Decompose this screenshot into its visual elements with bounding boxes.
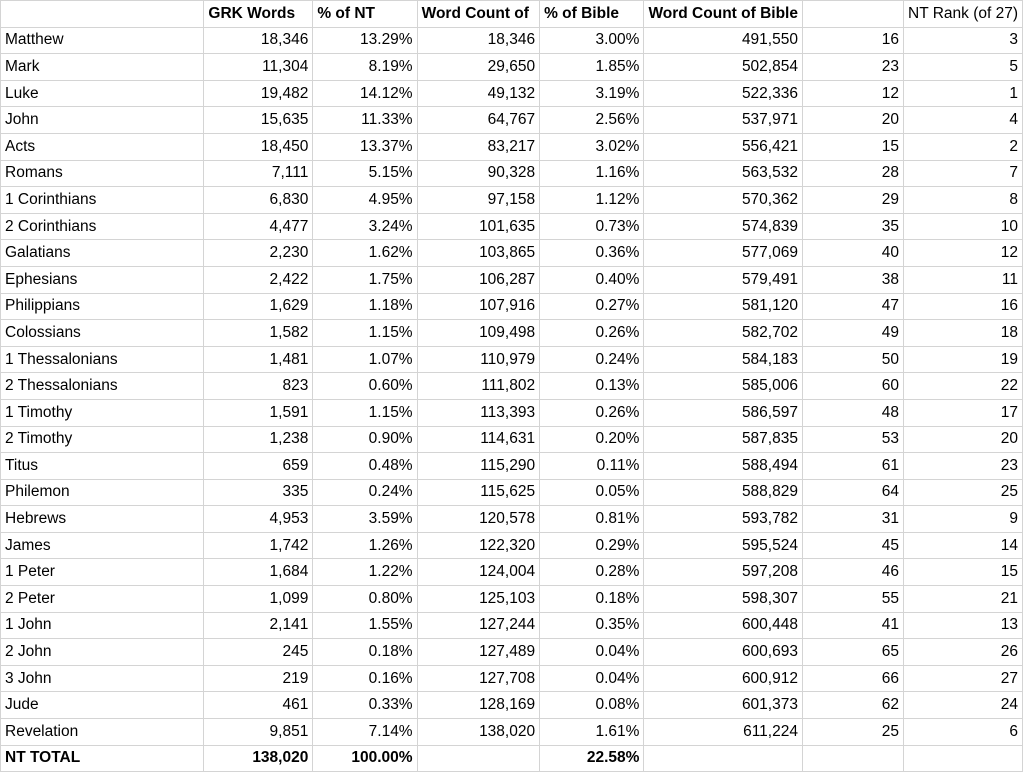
- book-cell[interactable]: Hebrews: [1, 506, 204, 533]
- pct-nt-cell[interactable]: 1.15%: [313, 320, 417, 347]
- table-row: [1, 719, 1023, 746]
- word-count-bible-cell[interactable]: 600,912: [644, 665, 803, 692]
- book-cell[interactable]: 2 Corinthians: [1, 213, 204, 240]
- table-row: [1, 27, 1023, 54]
- word-count-cell[interactable]: 106,287: [417, 266, 540, 293]
- pct-nt-cell[interactable]: 0.18%: [313, 639, 417, 666]
- word-count-cell[interactable]: 125,103: [417, 586, 540, 613]
- table-row: [1, 80, 1023, 107]
- total-grk-words-cell[interactable]: 138,020: [204, 745, 313, 772]
- pct-bible-cell[interactable]: 0.20%: [540, 426, 644, 453]
- table-row: [1, 586, 1023, 613]
- nt-rank-cell[interactable]: 4: [903, 107, 1022, 134]
- word-count-bible-cell[interactable]: 595,524: [644, 532, 803, 559]
- grk-words-cell[interactable]: 15,635: [204, 107, 313, 134]
- word-count-bible-cell[interactable]: 584,183: [644, 346, 803, 373]
- word-count-bible-cell[interactable]: 586,597: [644, 399, 803, 426]
- grk-words-cell[interactable]: 18,450: [204, 133, 313, 160]
- pct-nt-cell[interactable]: 3.24%: [313, 213, 417, 240]
- grk-words-cell[interactable]: 461: [204, 692, 313, 719]
- nt-rank-cell[interactable]: 8: [903, 187, 1022, 214]
- pct-bible-cell[interactable]: 0.36%: [540, 240, 644, 267]
- book-cell[interactable]: Matthew: [1, 27, 204, 54]
- header-cell-word-count[interactable]: Word Count of: [417, 1, 540, 28]
- word-count-cell[interactable]: 138,020: [417, 719, 540, 746]
- bible-rank-cell[interactable]: 53: [802, 426, 903, 453]
- nt-rank-cell[interactable]: 22: [903, 373, 1022, 400]
- bible-rank-cell[interactable]: 55: [802, 586, 903, 613]
- pct-nt-cell[interactable]: 0.90%: [313, 426, 417, 453]
- table-row: [1, 426, 1023, 453]
- word-count-bible-cell[interactable]: 574,839: [644, 213, 803, 240]
- pct-bible-cell[interactable]: 0.08%: [540, 692, 644, 719]
- header-cell-pct-bible[interactable]: % of Bible: [540, 1, 644, 28]
- book-cell[interactable]: James: [1, 532, 204, 559]
- pct-nt-cell[interactable]: 0.33%: [313, 692, 417, 719]
- word-count-cell[interactable]: 115,290: [417, 453, 540, 480]
- header-cell-word-count-bible[interactable]: Word Count of Bible: [644, 1, 803, 28]
- pct-nt-cell[interactable]: 1.18%: [313, 293, 417, 320]
- header-cell-nt-rank[interactable]: NT Rank (of 27): [903, 1, 1022, 28]
- table-row: [1, 373, 1023, 400]
- word-count-bible-cell[interactable]: 502,854: [644, 54, 803, 81]
- bible-rank-cell[interactable]: 20: [802, 107, 903, 134]
- nt-rank-cell[interactable]: 24: [903, 692, 1022, 719]
- grk-words-cell[interactable]: 1,591: [204, 399, 313, 426]
- word-count-cell[interactable]: 128,169: [417, 692, 540, 719]
- nt-rank-cell[interactable]: 14: [903, 532, 1022, 559]
- bible-rank-cell[interactable]: 28: [802, 160, 903, 187]
- table-row: [1, 506, 1023, 533]
- bible-rank-cell[interactable]: 66: [802, 665, 903, 692]
- table-row: [1, 187, 1023, 214]
- pct-nt-cell[interactable]: 13.37%: [313, 133, 417, 160]
- pct-bible-cell[interactable]: 0.27%: [540, 293, 644, 320]
- nt-rank-cell[interactable]: 27: [903, 665, 1022, 692]
- pct-nt-cell[interactable]: 3.59%: [313, 506, 417, 533]
- word-count-cell[interactable]: 18,346: [417, 27, 540, 54]
- book-cell[interactable]: Titus: [1, 453, 204, 480]
- word-count-bible-cell[interactable]: 522,336: [644, 80, 803, 107]
- word-count-cell[interactable]: 97,158: [417, 187, 540, 214]
- bible-rank-cell[interactable]: 65: [802, 639, 903, 666]
- book-cell[interactable]: 2 Timothy: [1, 426, 204, 453]
- bible-rank-cell[interactable]: 23: [802, 54, 903, 81]
- pct-bible-cell[interactable]: 0.26%: [540, 320, 644, 347]
- word-count-bible-cell[interactable]: 491,550: [644, 27, 803, 54]
- pct-nt-cell[interactable]: 0.80%: [313, 586, 417, 613]
- pct-bible-cell[interactable]: 0.28%: [540, 559, 644, 586]
- word-count-cell[interactable]: 101,635: [417, 213, 540, 240]
- table-row: [1, 133, 1023, 160]
- book-cell[interactable]: Philemon: [1, 479, 204, 506]
- word-count-bible-cell[interactable]: 585,006: [644, 373, 803, 400]
- pct-nt-cell[interactable]: 1.55%: [313, 612, 417, 639]
- book-cell[interactable]: Romans: [1, 160, 204, 187]
- grk-words-cell[interactable]: 2,230: [204, 240, 313, 267]
- pct-bible-cell[interactable]: 1.61%: [540, 719, 644, 746]
- word-count-cell[interactable]: 111,802: [417, 373, 540, 400]
- book-cell[interactable]: Luke: [1, 80, 204, 107]
- bible-rank-cell[interactable]: 40: [802, 240, 903, 267]
- pct-bible-cell[interactable]: 0.05%: [540, 479, 644, 506]
- book-cell[interactable]: 1 John: [1, 612, 204, 639]
- table-body: [1, 27, 1023, 772]
- pct-nt-cell[interactable]: 5.15%: [313, 160, 417, 187]
- word-count-bible-cell[interactable]: 582,702: [644, 320, 803, 347]
- nt-rank-cell[interactable]: 23: [903, 453, 1022, 480]
- book-cell[interactable]: 2 Peter: [1, 586, 204, 613]
- word-count-cell[interactable]: 127,489: [417, 639, 540, 666]
- word-count-cell[interactable]: 83,217: [417, 133, 540, 160]
- pct-bible-cell[interactable]: 3.19%: [540, 80, 644, 107]
- book-cell[interactable]: 3 John: [1, 665, 204, 692]
- table-row: [1, 240, 1023, 267]
- grk-words-cell[interactable]: 1,582: [204, 320, 313, 347]
- grk-words-cell[interactable]: 4,477: [204, 213, 313, 240]
- book-cell[interactable]: 2 Thessalonians: [1, 373, 204, 400]
- pct-nt-cell[interactable]: 11.33%: [313, 107, 417, 134]
- table-row: [1, 160, 1023, 187]
- total-pct-bible-cell[interactable]: 22.58%: [540, 745, 644, 772]
- table-row: [1, 320, 1023, 347]
- word-count-cell[interactable]: 124,004: [417, 559, 540, 586]
- table-row: [1, 213, 1023, 240]
- pct-bible-cell[interactable]: 0.18%: [540, 586, 644, 613]
- nt-rank-cell[interactable]: 25: [903, 479, 1022, 506]
- bible-rank-cell[interactable]: 48: [802, 399, 903, 426]
- nt-rank-cell[interactable]: 20: [903, 426, 1022, 453]
- book-cell[interactable]: 1 Thessalonians: [1, 346, 204, 373]
- pct-bible-cell[interactable]: 1.12%: [540, 187, 644, 214]
- header-cell-book[interactable]: [1, 1, 204, 28]
- pct-nt-cell[interactable]: 0.24%: [313, 479, 417, 506]
- nt-rank-cell[interactable]: 9: [903, 506, 1022, 533]
- pct-nt-cell[interactable]: 0.60%: [313, 373, 417, 400]
- grk-words-cell[interactable]: 2,422: [204, 266, 313, 293]
- word-count-bible-cell[interactable]: 597,208: [644, 559, 803, 586]
- nt-rank-cell[interactable]: 3: [903, 27, 1022, 54]
- pct-bible-cell[interactable]: 3.00%: [540, 27, 644, 54]
- grk-words-cell[interactable]: 1,238: [204, 426, 313, 453]
- table-row: [1, 559, 1023, 586]
- grk-words-cell[interactable]: 6,830: [204, 187, 313, 214]
- total-row: [1, 745, 1023, 772]
- total-word-count-cell[interactable]: [417, 745, 540, 772]
- pct-bible-cell[interactable]: 1.85%: [540, 54, 644, 81]
- pct-bible-cell[interactable]: 0.24%: [540, 346, 644, 373]
- bible-rank-cell[interactable]: 45: [802, 532, 903, 559]
- bible-rank-cell[interactable]: 50: [802, 346, 903, 373]
- grk-words-cell[interactable]: 335: [204, 479, 313, 506]
- nt-rank-cell[interactable]: 15: [903, 559, 1022, 586]
- word-count-bible-cell[interactable]: 587,835: [644, 426, 803, 453]
- word-count-cell[interactable]: 122,320: [417, 532, 540, 559]
- word-count-cell[interactable]: 127,708: [417, 665, 540, 692]
- table-row: [1, 692, 1023, 719]
- word-count-bible-cell[interactable]: 556,421: [644, 133, 803, 160]
- word-count-cell[interactable]: 90,328: [417, 160, 540, 187]
- grk-words-cell[interactable]: 7,111: [204, 160, 313, 187]
- nt-rank-cell[interactable]: 2: [903, 133, 1022, 160]
- table-row: [1, 639, 1023, 666]
- nt-rank-cell[interactable]: 1: [903, 80, 1022, 107]
- word-count-cell[interactable]: 49,132: [417, 80, 540, 107]
- bible-rank-cell[interactable]: 35: [802, 213, 903, 240]
- book-cell[interactable]: 1 Timothy: [1, 399, 204, 426]
- table-row: [1, 479, 1023, 506]
- bible-rank-cell[interactable]: 29: [802, 187, 903, 214]
- word-count-bible-cell[interactable]: 579,491: [644, 266, 803, 293]
- bible-rank-cell[interactable]: 25: [802, 719, 903, 746]
- bible-rank-cell[interactable]: 12: [802, 80, 903, 107]
- grk-words-cell[interactable]: 18,346: [204, 27, 313, 54]
- pct-nt-cell[interactable]: 1.26%: [313, 532, 417, 559]
- grk-words-cell[interactable]: 1,742: [204, 532, 313, 559]
- nt-rank-cell[interactable]: 13: [903, 612, 1022, 639]
- word-count-bible-cell[interactable]: 601,373: [644, 692, 803, 719]
- header-row: [1, 1, 1023, 28]
- pct-bible-cell[interactable]: 2.56%: [540, 107, 644, 134]
- book-cell[interactable]: Jude: [1, 692, 204, 719]
- nt-rank-cell[interactable]: 17: [903, 399, 1022, 426]
- word-count-bible-cell[interactable]: 577,069: [644, 240, 803, 267]
- total-pct-nt-cell[interactable]: 100.00%: [313, 745, 417, 772]
- pct-nt-cell[interactable]: 0.48%: [313, 453, 417, 480]
- bible-rank-cell[interactable]: 46: [802, 559, 903, 586]
- table-row: [1, 266, 1023, 293]
- nt-rank-cell[interactable]: 5: [903, 54, 1022, 81]
- word-count-cell[interactable]: 29,650: [417, 54, 540, 81]
- bible-rank-cell[interactable]: 49: [802, 320, 903, 347]
- grk-words-cell[interactable]: 4,953: [204, 506, 313, 533]
- pct-bible-cell[interactable]: 0.35%: [540, 612, 644, 639]
- bible-rank-cell[interactable]: 61: [802, 453, 903, 480]
- table-row: [1, 453, 1023, 480]
- pct-bible-cell[interactable]: 0.04%: [540, 665, 644, 692]
- grk-words-cell[interactable]: 1,684: [204, 559, 313, 586]
- word-count-bible-cell[interactable]: 581,120: [644, 293, 803, 320]
- header-cell-bible-rank[interactable]: [802, 1, 903, 28]
- grk-words-cell[interactable]: 11,304: [204, 54, 313, 81]
- grk-words-cell[interactable]: 245: [204, 639, 313, 666]
- book-cell[interactable]: Acts: [1, 133, 204, 160]
- word-count-cell[interactable]: 107,916: [417, 293, 540, 320]
- word-count-cell[interactable]: 114,631: [417, 426, 540, 453]
- nt-rank-cell[interactable]: 6: [903, 719, 1022, 746]
- pct-bible-cell[interactable]: 0.11%: [540, 453, 644, 480]
- word-count-bible-cell[interactable]: 611,224: [644, 719, 803, 746]
- grk-words-cell[interactable]: 219: [204, 665, 313, 692]
- table-row: [1, 399, 1023, 426]
- pct-nt-cell[interactable]: 7.14%: [313, 719, 417, 746]
- pct-nt-cell[interactable]: 8.19%: [313, 54, 417, 81]
- nt-rank-cell[interactable]: 21: [903, 586, 1022, 613]
- word-count-cell[interactable]: 103,865: [417, 240, 540, 267]
- bible-rank-cell[interactable]: 38: [802, 266, 903, 293]
- bible-rank-cell[interactable]: 62: [802, 692, 903, 719]
- grk-words-cell[interactable]: 1,629: [204, 293, 313, 320]
- book-cell[interactable]: 1 Peter: [1, 559, 204, 586]
- bible-rank-cell[interactable]: 15: [802, 133, 903, 160]
- table-row: [1, 293, 1023, 320]
- bible-rank-cell[interactable]: 60: [802, 373, 903, 400]
- total-book-cell[interactable]: NT TOTAL: [1, 745, 204, 772]
- book-cell[interactable]: Galatians: [1, 240, 204, 267]
- pct-bible-cell[interactable]: 0.73%: [540, 213, 644, 240]
- book-cell[interactable]: John: [1, 107, 204, 134]
- nt-rank-cell[interactable]: 16: [903, 293, 1022, 320]
- book-cell[interactable]: Revelation: [1, 719, 204, 746]
- bible-rank-cell[interactable]: 41: [802, 612, 903, 639]
- book-cell[interactable]: Philippians: [1, 293, 204, 320]
- word-count-cell[interactable]: 64,767: [417, 107, 540, 134]
- word-count-bible-cell[interactable]: 598,307: [644, 586, 803, 613]
- table-row: [1, 346, 1023, 373]
- table-row: [1, 665, 1023, 692]
- grk-words-cell[interactable]: 2,141: [204, 612, 313, 639]
- table-row: [1, 612, 1023, 639]
- nt-rank-cell[interactable]: 12: [903, 240, 1022, 267]
- total-word-count-bible-cell[interactable]: [644, 745, 803, 772]
- grk-words-cell[interactable]: 1,099: [204, 586, 313, 613]
- nt-rank-cell[interactable]: 18: [903, 320, 1022, 347]
- grk-words-cell[interactable]: 659: [204, 453, 313, 480]
- word-count-bible-cell[interactable]: 570,362: [644, 187, 803, 214]
- word-count-bible-cell[interactable]: 563,532: [644, 160, 803, 187]
- pct-nt-cell[interactable]: 4.95%: [313, 187, 417, 214]
- pct-bible-cell[interactable]: 0.40%: [540, 266, 644, 293]
- grk-words-cell[interactable]: 823: [204, 373, 313, 400]
- pct-nt-cell[interactable]: 14.12%: [313, 80, 417, 107]
- nt-rank-cell[interactable]: 19: [903, 346, 1022, 373]
- pct-nt-cell[interactable]: 13.29%: [313, 27, 417, 54]
- total-bible-rank-cell[interactable]: [802, 745, 903, 772]
- book-cell[interactable]: Ephesians: [1, 266, 204, 293]
- pct-bible-cell[interactable]: 0.04%: [540, 639, 644, 666]
- word-count-bible-cell[interactable]: 600,693: [644, 639, 803, 666]
- nt-rank-cell[interactable]: 10: [903, 213, 1022, 240]
- bible-rank-cell[interactable]: 64: [802, 479, 903, 506]
- word-count-cell[interactable]: 115,625: [417, 479, 540, 506]
- pct-bible-cell[interactable]: 0.81%: [540, 506, 644, 533]
- pct-bible-cell[interactable]: 0.13%: [540, 373, 644, 400]
- grk-words-cell[interactable]: 1,481: [204, 346, 313, 373]
- pct-nt-cell[interactable]: 0.16%: [313, 665, 417, 692]
- header-cell-pct-nt[interactable]: % of NT: [313, 1, 417, 28]
- nt-rank-cell[interactable]: 7: [903, 160, 1022, 187]
- word-count-bible-cell[interactable]: 600,448: [644, 612, 803, 639]
- word-count-bible-cell[interactable]: 537,971: [644, 107, 803, 134]
- pct-nt-cell[interactable]: 1.75%: [313, 266, 417, 293]
- nt-rank-cell[interactable]: 26: [903, 639, 1022, 666]
- word-count-bible-cell[interactable]: 593,782: [644, 506, 803, 533]
- book-cell[interactable]: Mark: [1, 54, 204, 81]
- nt-rank-cell[interactable]: 11: [903, 266, 1022, 293]
- pct-bible-cell[interactable]: 1.16%: [540, 160, 644, 187]
- table-row: [1, 532, 1023, 559]
- word-count-bible-cell[interactable]: 588,494: [644, 453, 803, 480]
- pct-bible-cell[interactable]: 3.02%: [540, 133, 644, 160]
- pct-nt-cell[interactable]: 1.15%: [313, 399, 417, 426]
- grk-words-cell[interactable]: 9,851: [204, 719, 313, 746]
- bible-rank-cell[interactable]: 31: [802, 506, 903, 533]
- grk-words-cell[interactable]: 19,482: [204, 80, 313, 107]
- book-cell[interactable]: 2 John: [1, 639, 204, 666]
- pct-nt-cell[interactable]: 1.22%: [313, 559, 417, 586]
- bible-rank-cell[interactable]: 47: [802, 293, 903, 320]
- book-cell[interactable]: 1 Corinthians: [1, 187, 204, 214]
- word-count-bible-cell[interactable]: 588,829: [644, 479, 803, 506]
- header-cell-grk-words[interactable]: GRK Words: [204, 1, 313, 28]
- table-row: [1, 107, 1023, 134]
- pct-bible-cell[interactable]: 0.26%: [540, 399, 644, 426]
- total-nt-rank-cell[interactable]: [903, 745, 1022, 772]
- book-cell[interactable]: Colossians: [1, 320, 204, 347]
- word-count-cell[interactable]: 113,393: [417, 399, 540, 426]
- pct-nt-cell[interactable]: 1.62%: [313, 240, 417, 267]
- word-count-cell[interactable]: 127,244: [417, 612, 540, 639]
- word-count-cell[interactable]: 120,578: [417, 506, 540, 533]
- word-count-cell[interactable]: 109,498: [417, 320, 540, 347]
- bible-rank-cell[interactable]: 16: [802, 27, 903, 54]
- pct-bible-cell[interactable]: 0.29%: [540, 532, 644, 559]
- pct-nt-cell[interactable]: 1.07%: [313, 346, 417, 373]
- table-row: [1, 54, 1023, 81]
- word-count-cell[interactable]: 110,979: [417, 346, 540, 373]
